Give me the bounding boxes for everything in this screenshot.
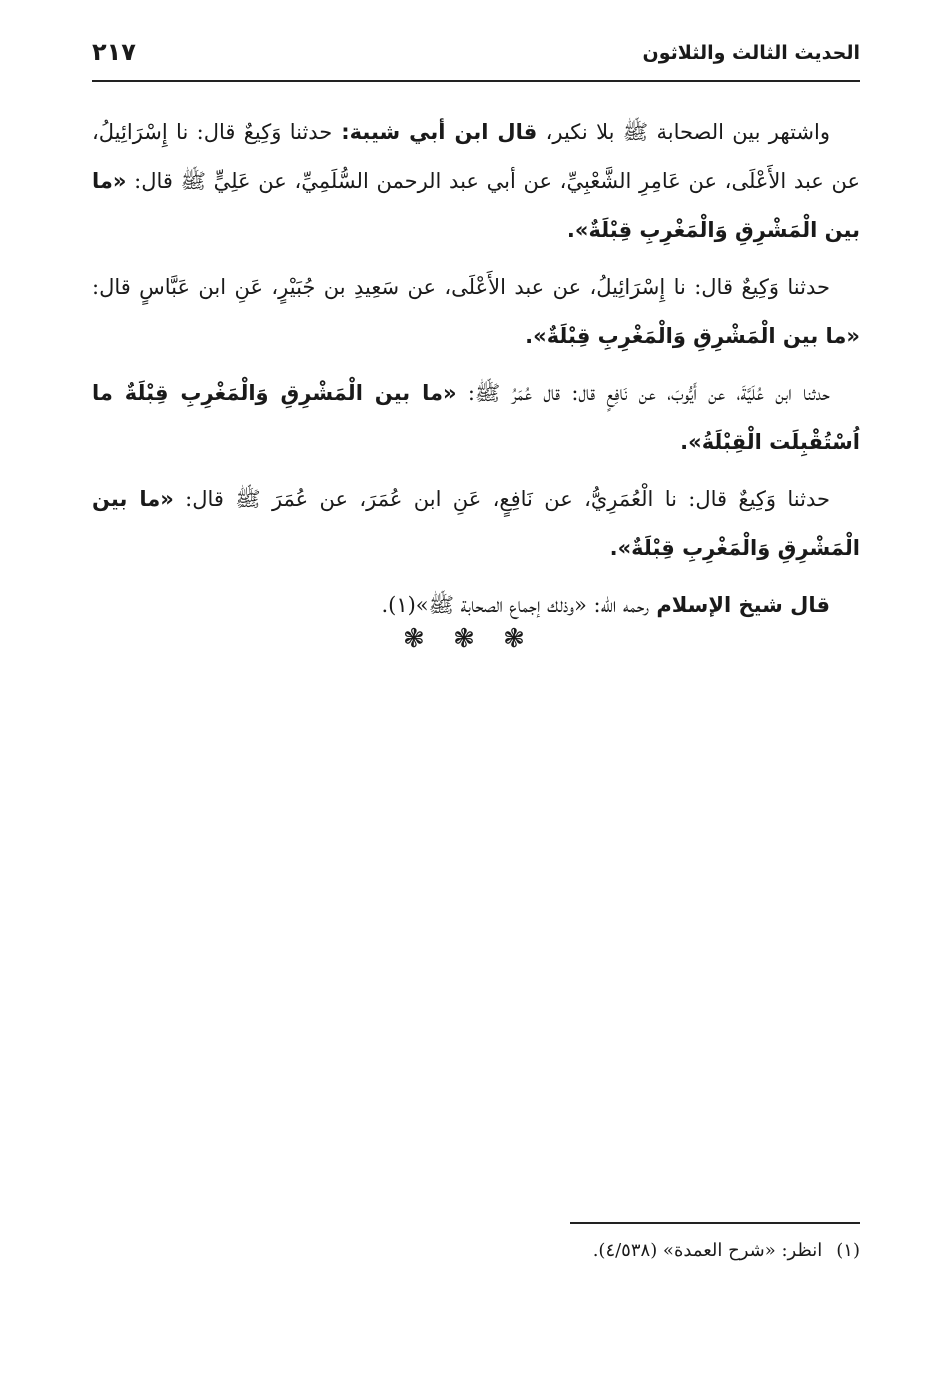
footnote: [593, 1240, 860, 1261]
isnad-text: حدثنا وَكِيعٌ قال: نا إِسْرَائِيلُ، عن عبد الأَعْلَى، عن سَعِيدِ بن جُبَيْرٍ، عَنِ ابن عَبَّاسٍ قال:: [92, 275, 830, 299]
page-number: ٢١٧: [92, 38, 136, 66]
paragraph-1: [92, 108, 860, 255]
hadith-quote: «ما بين الْمَشْرِقِ وَالْمَغْرِبِ قِبْلَةٌ».: [92, 169, 860, 242]
paragraph-3: [92, 369, 860, 467]
isnad-text: حدثنا وَكِيعٌ قال: نا الْعُمَرِيُّ، عن نَافِعٍ، عَنِ ابن عُمَرَ، عن عُمَرَ ﷺ قال:: [173, 487, 830, 511]
hadith-quote: «ما بين الْمَشْرِقِ وَالْمَغْرِبِ قِبْلَةٌ».: [92, 487, 860, 560]
paragraph-lead: واشتهر بين الصحابة ﷺ بلا نكير،: [537, 120, 830, 144]
hadith-quote: «ما بين الْمَشْرِقِ وَالْمَغْرِبِ قِبْلَةٌ».: [525, 324, 860, 348]
closing-attribution: قال شيخ الإسلام: [649, 593, 830, 617]
hadith-quote: «ما بين الْمَشْرِقِ وَالْمَغْرِبِ قِبْلَةٌ ما اُسْتُقْبِلَت الْقِبْلَةُ».: [92, 381, 860, 454]
source-attribution: قال ابن أبي شيبة:: [332, 120, 538, 144]
closing-statement: [92, 581, 860, 630]
running-title: الحديث الثالث والثلاثون: [642, 42, 860, 64]
isnad-text: حدثنا ابن عُلَيَّةَ، عن أَيُّوبَ، عن نَافِعٍ قال: قال عُمَرُ ﷺ:: [456, 381, 830, 405]
paragraph-2: [92, 263, 860, 361]
footnote-text: انظر: «شرح العمدة» (٤/٥٣٨).: [592, 1240, 823, 1261]
footnote-divider: [570, 1222, 860, 1224]
paragraph-4: [92, 475, 860, 573]
isnad-text: حدثنا وَكِيعٌ قال: نا إِسْرَائِيلُ، عن عبد الأَعْلَى، عن عَامِرِ الشَّعْبِيِّ، عن أبي عبد الرحمن السُّلَمِيِّ، عن عَلِيٍّ ﷺ قال:: [92, 120, 860, 193]
page-header: [92, 36, 860, 82]
section-ornament: ❃ ❃ ❃: [403, 624, 535, 654]
closing-text: رحمه الله: «وذلك إجماع الصحابة ﷺ»(١).: [381, 593, 650, 617]
footnote-number: (١): [836, 1240, 860, 1261]
body-text: [92, 108, 860, 638]
